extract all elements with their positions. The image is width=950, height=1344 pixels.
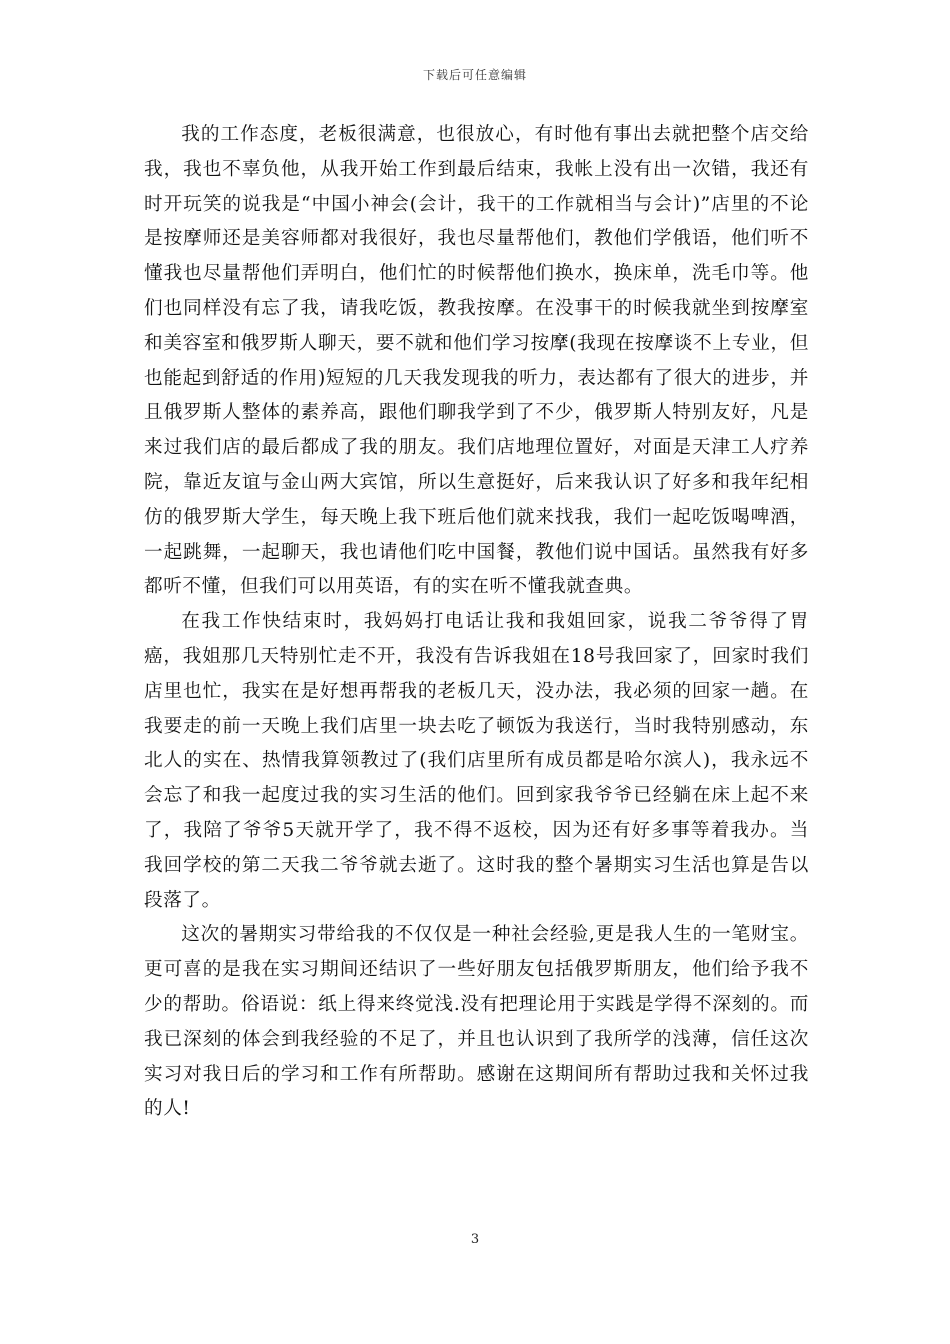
header-note: 下载后可任意编辑	[422, 68, 527, 82]
body-text	[144, 118, 809, 1127]
page-number: 3	[470, 1232, 480, 1247]
paragraph-going-home: 在我工作快结束时，我妈妈打电话让我和我姐回家，说我二爷爷得了胃癌，我姐那几天特别忙走不开，我没有告诉我姐在18号我回家了，回家时我们店里也忙，我实在是好想再帮我的老板几天，没办法，我必须的回家一趟。在我要走的前一天晚上我们店里一块去吃了顿饭为我送行，当时我特别感动，东北人的实在、热情我算领教过了(我们店里所有成员都是哈尔滨人)，我永远不会忘了和我一起度过我的实习生活的他们。回到家我爷爷已经躺在床上起不来了，我陪了爷爷5天就开学了，我不得不返校，因为还有好多事等着我办。当我回学校的第二天我二爷爷就去逝了。这时我的整个暑期实习生活也算是告以段落了。	[144, 611, 809, 911]
paragraph-work-attitude: 我的工作态度，老板很满意，也很放心，有时他有事出去就把整个店交给我，我也不辜负他，从我开始工作到最后结束，我帐上没有出一次错，我还有时开玩笑的说我是“中国小神会(会计，我干的工作就相当与会计)”店里的不论是按摩师还是美容师都对我很好，我也尽量帮他们，教他们学俄语，他们听不懂我也尽量帮他们弄明白，他们忙的时候帮他们换水，换床单，洗毛巾等。他们也同样没有忘了我，请我吃饭，教我按摩。在没事干的时候我就坐到按摩室和美容室和俄罗斯人聊天，要不就和他们学习按摩(我现在按摩谈不上专业，但也能起到舒适的作用)短短的几天我发现我的听力，表达都有了很大的进步，并且俄罗斯人整体的素养高，跟他们聊我学到了不少，俄罗斯人特别友好，凡是来过我们店的最后都成了我的朋友。我们店地理位置好，对面是天津工人疗养院，靠近友谊与金山两大宾馆，所以生意挺好，后来我认识了好多和我年纪相仿的俄罗斯大学生，每天晚上我下班后他们就来找我，我们一起吃饭喝啤酒，一起跳舞，一起聊天，我也请他们吃中国餐，教他们说中国话。虽然我有好多都听不懂，但我们可以用英语，有的实在听不懂我就查典。	[144, 124, 809, 598]
paragraph-conclusion: 这次的暑期实习带给我的不仅仅是一种社会经验,更是我人生的一笔财宝。更可喜的是我在实习期间还结识了一些好朋友包括俄罗斯朋友，他们给予我不少的帮助。俗语说：纸上得来终觉浅.没有把理论用于实践是学得不深刻的。而我已深刻的体会到我经验的不足了，并且也认识到了我所学的浅薄，信任这次实习对我日后的学习和工作有所帮助。感谢在这期间所有帮助过我和关怀过我的人!	[144, 924, 809, 1120]
